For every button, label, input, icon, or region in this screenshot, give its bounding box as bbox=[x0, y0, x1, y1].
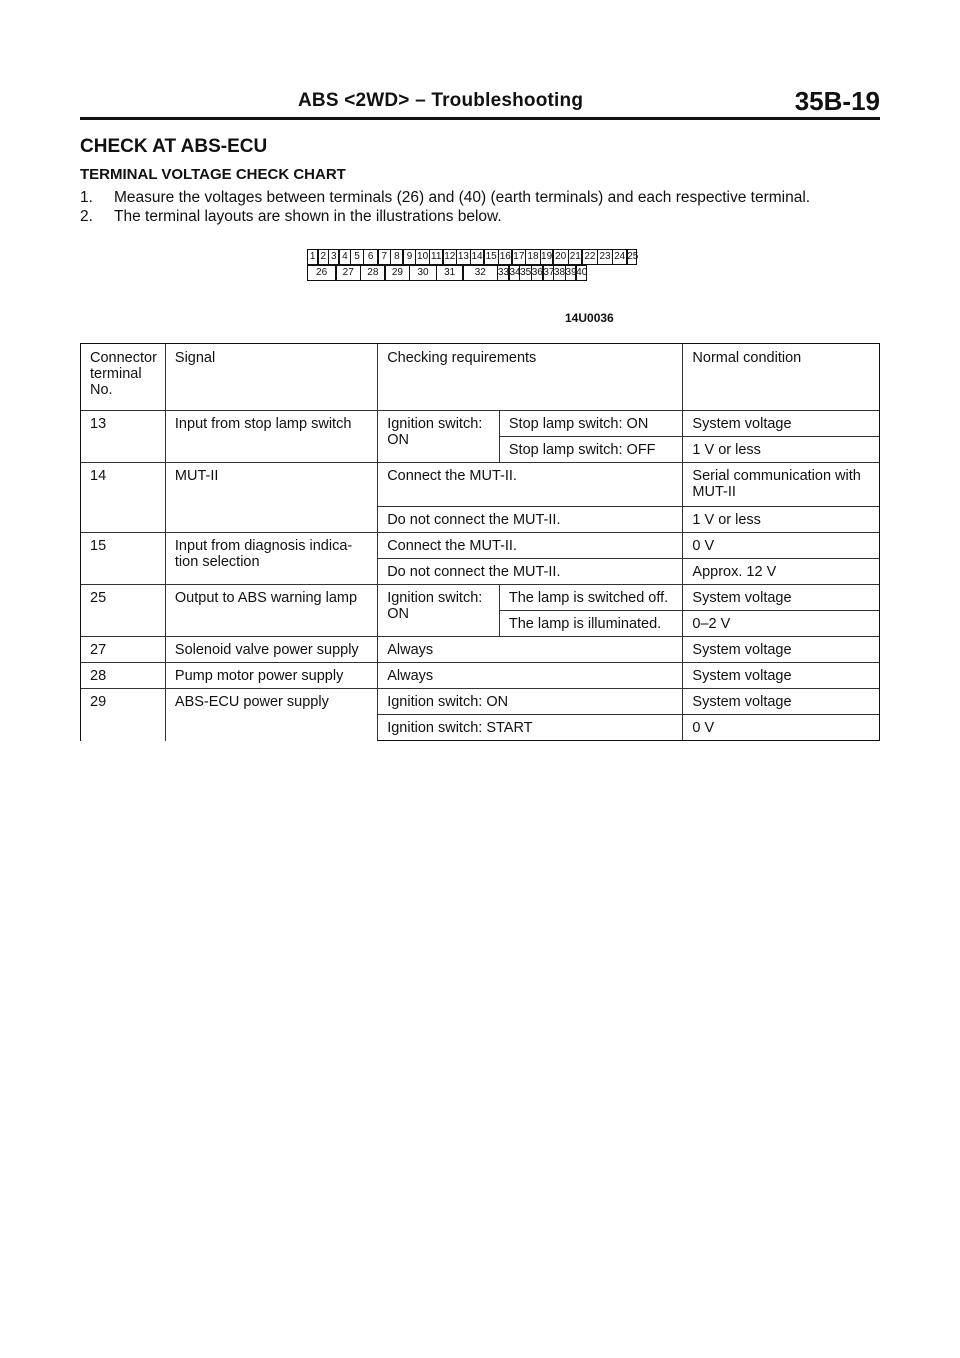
connector-terminal: 11 bbox=[429, 249, 444, 265]
cell-requirement: Ignition switch: START bbox=[378, 715, 683, 741]
instruction-item bbox=[80, 207, 900, 226]
connector-terminal: 38 bbox=[553, 265, 566, 281]
cell-signal: Pump motor power supply bbox=[165, 663, 377, 689]
connector-terminal: 1 bbox=[307, 249, 319, 265]
table-header-row bbox=[81, 344, 880, 411]
connector-diagram bbox=[308, 250, 637, 282]
connector-terminal: 29 bbox=[384, 265, 410, 281]
table-row bbox=[81, 663, 880, 689]
connector-terminal: 4 bbox=[338, 249, 351, 265]
instruction-text: The terminal layouts are shown in the illustrations below. bbox=[114, 208, 502, 225]
connector-terminal: 27 bbox=[335, 265, 361, 281]
connector-terminal: 31 bbox=[436, 265, 464, 281]
connector-terminal: 19 bbox=[540, 249, 554, 265]
table-row bbox=[81, 463, 880, 507]
header-normal: Normal condition bbox=[683, 344, 880, 411]
cell-requirement: Do not connect the MUT-II. bbox=[378, 559, 683, 585]
cell-signal: ABS-ECU power supply bbox=[165, 689, 377, 741]
connector-terminal: 33 bbox=[497, 265, 510, 281]
instruction-item bbox=[80, 188, 900, 207]
connector-terminal: 40 bbox=[575, 265, 587, 281]
cell-normal: Serial communication with MUT-II bbox=[683, 463, 880, 507]
cell-sub-condition: Stop lamp switch: ON bbox=[499, 411, 683, 437]
cell-normal: 0 V bbox=[683, 715, 880, 741]
connector-terminal: 9 bbox=[402, 249, 416, 265]
connector-terminal: 39 bbox=[565, 265, 577, 281]
connector-terminal: 26 bbox=[307, 265, 337, 281]
connector-terminal: 21 bbox=[568, 249, 583, 265]
connector-terminal: 15 bbox=[483, 249, 499, 265]
header-terminal: Connector terminal No. bbox=[81, 344, 166, 411]
cell-normal: Approx. 12 V bbox=[683, 559, 880, 585]
cell-terminal: 14 bbox=[81, 463, 166, 533]
connector-terminal: 6 bbox=[363, 249, 379, 265]
page-number: 35B-19 bbox=[794, 86, 880, 116]
connector-terminal: 18 bbox=[525, 249, 541, 265]
cell-requirement: Connect the MUT-II. bbox=[378, 533, 683, 559]
cell-normal: System voltage bbox=[683, 689, 880, 715]
connector-terminal: 13 bbox=[456, 249, 471, 265]
cell-normal: System voltage bbox=[683, 411, 880, 437]
cell-requirement: Do not connect the MUT-II. bbox=[378, 507, 683, 533]
cell-normal: System voltage bbox=[683, 637, 880, 663]
cell-condition: Ignition switch: ON bbox=[378, 585, 500, 637]
cell-signal: Input from diagnosis indica- tion selection bbox=[165, 533, 377, 585]
connector-terminal: 10 bbox=[415, 249, 430, 265]
connector-terminal: 3 bbox=[328, 249, 340, 265]
connector-terminal: 36 bbox=[531, 265, 544, 281]
cell-requirement: Always bbox=[378, 637, 683, 663]
cell-terminal: 28 bbox=[81, 663, 166, 689]
page-header bbox=[80, 86, 880, 120]
cell-terminal: 13 bbox=[81, 411, 166, 463]
cell-requirement: Always bbox=[378, 663, 683, 689]
connector-terminal: 24 bbox=[612, 249, 628, 265]
connector-terminal: 17 bbox=[511, 249, 526, 265]
cell-requirement: Ignition switch: ON bbox=[378, 689, 683, 715]
cell-terminal: 25 bbox=[81, 585, 166, 637]
connector-terminal: 35 bbox=[519, 265, 532, 281]
cell-normal: 0–2 V bbox=[683, 611, 880, 637]
connector-terminal: 8 bbox=[390, 249, 404, 265]
connector-terminal: 22 bbox=[581, 249, 598, 265]
cell-terminal: 15 bbox=[81, 533, 166, 585]
header-rule bbox=[80, 117, 880, 120]
table-row bbox=[81, 411, 880, 437]
connector-bottom-row bbox=[308, 266, 637, 282]
cell-signal: Solenoid valve power supply bbox=[165, 637, 377, 663]
cell-condition: Ignition switch: ON bbox=[378, 411, 500, 463]
cell-sub-condition: Stop lamp switch: OFF bbox=[499, 437, 683, 463]
sub-title: TERMINAL VOLTAGE CHECK CHART bbox=[80, 166, 346, 183]
table-row bbox=[81, 637, 880, 663]
cell-normal: System voltage bbox=[683, 663, 880, 689]
table-row bbox=[81, 689, 880, 715]
cell-terminal: 27 bbox=[81, 637, 166, 663]
connector-terminal: 7 bbox=[377, 249, 391, 265]
connector-terminal: 2 bbox=[317, 249, 329, 265]
cell-terminal: 29 bbox=[81, 689, 166, 741]
cell-normal: 1 V or less bbox=[683, 437, 880, 463]
connector-terminal: 25 bbox=[626, 249, 637, 265]
connector-terminal: 5 bbox=[350, 249, 364, 265]
header-title: ABS <2WD> – Troubleshooting bbox=[298, 90, 584, 111]
header-signal: Signal bbox=[165, 344, 377, 411]
connector-terminal: 28 bbox=[360, 265, 386, 281]
cell-sub-condition: The lamp is illuminated. bbox=[499, 611, 683, 637]
cell-requirement: Connect the MUT-II. bbox=[378, 463, 683, 507]
connector-terminal: 12 bbox=[442, 249, 457, 265]
terminal-voltage-table bbox=[80, 343, 880, 741]
table-row bbox=[81, 585, 880, 611]
cell-signal: MUT-II bbox=[165, 463, 377, 533]
cell-normal: 1 V or less bbox=[683, 507, 880, 533]
cell-signal: Input from stop lamp switch bbox=[165, 411, 377, 463]
cell-normal: System voltage bbox=[683, 585, 880, 611]
instruction-text: Measure the voltages between terminals (26) and (40) (earth terminals) and each respective terminal. bbox=[114, 189, 811, 206]
connector-terminal: 14 bbox=[470, 249, 485, 265]
instruction-number: 1. bbox=[80, 189, 93, 206]
connector-terminal: 20 bbox=[552, 249, 569, 265]
section-title: CHECK AT ABS-ECU bbox=[80, 136, 268, 157]
connector-terminal: 34 bbox=[508, 265, 520, 281]
header-requirements: Checking requirements bbox=[378, 344, 683, 411]
connector-top-row bbox=[308, 250, 637, 266]
connector-terminal: 16 bbox=[498, 249, 513, 265]
connector-terminal: 37 bbox=[542, 265, 554, 281]
cell-normal: 0 V bbox=[683, 533, 880, 559]
table-row bbox=[81, 533, 880, 559]
cell-signal: Output to ABS warning lamp bbox=[165, 585, 377, 637]
connector-terminal: 32 bbox=[462, 265, 498, 281]
cell-sub-condition: The lamp is switched off. bbox=[499, 585, 683, 611]
connector-terminal: 30 bbox=[409, 265, 437, 281]
instruction-list bbox=[80, 188, 900, 226]
connector-terminal: 23 bbox=[597, 249, 613, 265]
instruction-number: 2. bbox=[80, 208, 93, 225]
figure-code: 14U0036 bbox=[565, 311, 614, 325]
